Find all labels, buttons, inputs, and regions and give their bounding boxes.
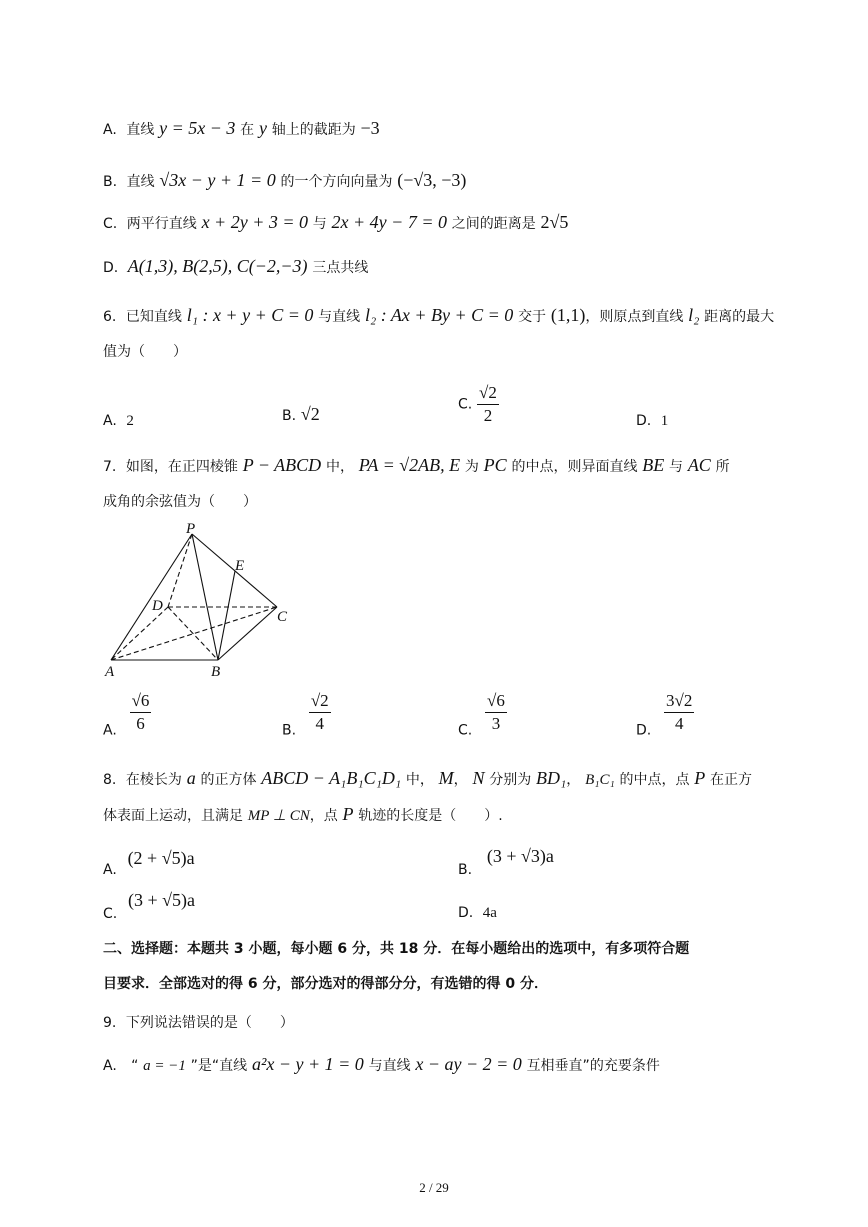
q7-option-b: B. $\frac{√2}{4}$: [282, 691, 329, 739]
q7-option-a: A. $\frac{√6}{6}$: [103, 691, 150, 739]
q8-option-b: B. (3 + √3)a: [458, 846, 554, 878]
q5-option-b: B. 直线 √3x − y + 1 = 0 的一个方向向量为 (−√3, −3): [103, 170, 467, 190]
math-expression: PA = √2AB, E: [358, 455, 461, 475]
pyramid-figure: [100, 520, 300, 680]
fraction: $\frac{√6}{3}$: [487, 691, 505, 733]
question-number: 6.: [103, 309, 117, 325]
diagonal-ac: [111, 607, 277, 660]
question-number: 7.: [103, 459, 117, 475]
q6-stem-line1: 6. 已知直线 l₁ : x + y + C = 0 与直线 l₂ : Ax + By + C = 0 交于 (1,1)，则原点到直线 l₂ 距离的最大: [103, 305, 775, 325]
label-p: P: [186, 521, 196, 537]
q8-option-a: A. (2 + √5)a: [103, 848, 195, 878]
math-expression: l₁ : x + y + C = 0: [186, 305, 314, 325]
question-number: 8.: [103, 772, 117, 788]
math-expression: A(1,3), B(2,5), C(−2,−3): [127, 256, 308, 276]
q7-option-c: C. $\frac{√6}{3}$: [458, 691, 505, 739]
q9-stem: 9. 下列说法错误的是（ ）: [103, 1015, 294, 1031]
label-c: C: [277, 609, 288, 625]
q5-option-a: A. 直线 y = 5x − 3 在 y 轴上的截距为 −3: [103, 118, 380, 138]
math-expression: x − ay − 2 = 0: [415, 1054, 522, 1074]
math-expression: √3x − y + 1 = 0: [159, 170, 276, 190]
fraction: $\frac{√2}{2}$: [479, 383, 497, 425]
option-label: D.: [103, 260, 119, 276]
math-expression: l₂ : Ax + By + C = 0: [364, 305, 514, 325]
q9-option-a: A. “ a = −1 ”是“直线 a²x − y + 1 = 0 与直线 x − ay − 2 = 0 互相垂直”的充要条件: [103, 1054, 660, 1074]
math-expression: (−√3, −3): [397, 170, 467, 190]
option-label: A.: [103, 122, 117, 138]
q6-option-c: C. $\frac{√2}{2}$: [458, 383, 497, 425]
math-expression: ABCD − A₁B₁C₁D₁: [261, 768, 402, 788]
q7-option-d: D. $\frac{3√2}{4}$: [636, 691, 693, 739]
q6-option-a: A. 2: [103, 413, 134, 429]
math-expression: y = 5x − 3: [159, 118, 236, 138]
q7-stem-line2: 成角的余弦值为（ ）: [103, 494, 257, 510]
fraction: $\frac{√2}{4}$: [310, 691, 329, 733]
fraction: $\frac{3√2}{4}$: [666, 691, 693, 733]
math-expression: MP ⊥ CN: [247, 808, 310, 824]
math-expression: a²x − y + 1 = 0: [251, 1054, 364, 1074]
option-label: A.: [103, 1058, 117, 1074]
q6-option-d: D. 1: [636, 413, 669, 429]
edge-pd: [168, 534, 192, 607]
section-heading-line2: 目要求．全部选对的得 6 分，部分选对的得部分分，有选错的得 0 分．: [103, 976, 548, 992]
edge-pa: [111, 534, 192, 660]
q8-option-d: D. 4a: [458, 905, 497, 921]
option-label: C.: [103, 216, 118, 232]
q6-stem-line2: 值为（ ）: [103, 344, 187, 360]
label-d: D: [152, 598, 163, 614]
q5-option-c: C. 两平行直线 x + 2y + 3 = 0 与 2x + 4y − 7 = 0 之间的距离是 2√5: [103, 212, 569, 232]
fraction: $\frac{√6}{6}$: [131, 691, 150, 733]
q7-stem-line1: 7. 如图，在正四棱锥 P − ABCD 中， PA = √2AB, E 为 PC 的中点，则异面直线 BE 与 AC 所: [103, 455, 730, 475]
diagonal-db: [168, 607, 218, 660]
math-expression: 2x + 4y − 7 = 0: [331, 212, 447, 232]
math-expression: x + 2y + 3 = 0: [201, 212, 308, 232]
q8-stem-line2: 体表面上运动，且满足 MP ⊥ CN，点 P 轨迹的长度是（ ）.: [103, 804, 503, 824]
page-number: 2 / 29: [419, 1180, 449, 1195]
question-number: 9.: [103, 1015, 117, 1031]
option-label: B.: [103, 174, 118, 190]
math-expression: P − ABCD: [242, 455, 322, 475]
label-a: A: [105, 664, 115, 680]
q8-option-c: C. (3 + √5)a: [103, 890, 196, 922]
section-heading-line1: 二、选择题：本题共 3 小题，每小题 6 分，共 18 分．在每小题给出的选项中，有多项符合题: [103, 941, 690, 957]
math-expression: a = −1: [143, 1058, 186, 1074]
label-b: B: [211, 664, 221, 680]
q8-stem-line1: 8. 在棱长为 a 的正方体 ABCD − A₁B₁C₁D₁ 中， M， N 分别为 BD₁， B₁C₁ 的中点，点 P 在正方: [103, 768, 753, 788]
q5-option-d: D. A(1,3), B(2,5), C(−2,−3) 三点共线: [103, 256, 369, 276]
label-e: E: [235, 558, 245, 574]
q6-option-b: B. √2: [282, 404, 320, 424]
